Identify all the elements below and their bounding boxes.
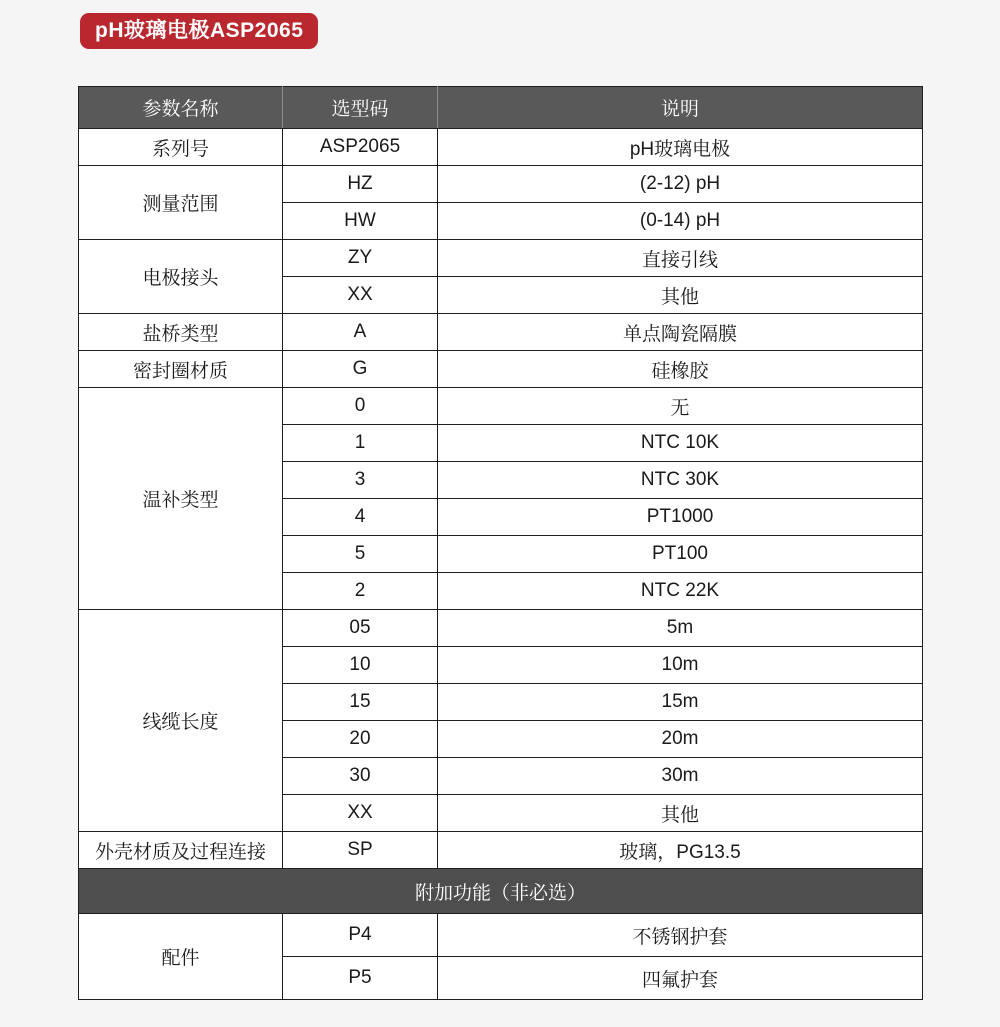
- selection-code-cell: ZY: [283, 240, 438, 277]
- description-cell: NTC 22K: [438, 573, 923, 610]
- parameter-name-cell: 温补类型: [79, 388, 283, 610]
- parameter-name-cell: 外壳材质及过程连接: [79, 832, 283, 869]
- table-body: [79, 129, 923, 1000]
- selection-code-cell: XX: [283, 277, 438, 314]
- column-header-parameter-name: 参数名称: [79, 87, 283, 129]
- description-cell: PT1000: [438, 499, 923, 536]
- parameter-name-cell: 测量范围: [79, 166, 283, 240]
- selection-code-cell: XX: [283, 795, 438, 832]
- section-divider-label: 附加功能（非必选）: [79, 869, 923, 914]
- table-row: [79, 314, 923, 351]
- table-row: [79, 388, 923, 425]
- section-divider-row: [79, 869, 923, 914]
- selection-code-table: [78, 86, 923, 1000]
- description-cell: NTC 10K: [438, 425, 923, 462]
- description-cell: 5m: [438, 610, 923, 647]
- selection-code-cell: P5: [283, 957, 438, 1000]
- description-cell: 硅橡胶: [438, 351, 923, 388]
- description-cell: 单点陶瓷隔膜: [438, 314, 923, 351]
- table-row: [79, 166, 923, 203]
- selection-code-cell: 1: [283, 425, 438, 462]
- description-cell: NTC 30K: [438, 462, 923, 499]
- selection-code-cell: ASP2065: [283, 129, 438, 166]
- selection-code-cell: 20: [283, 721, 438, 758]
- parameter-name-cell: 盐桥类型: [79, 314, 283, 351]
- description-cell: 30m: [438, 758, 923, 795]
- selection-code-cell: 4: [283, 499, 438, 536]
- description-cell: 四氟护套: [438, 957, 923, 1000]
- table-row: [79, 914, 923, 957]
- description-cell: 15m: [438, 684, 923, 721]
- table-row: [79, 240, 923, 277]
- description-cell: 玻璃，PG13.5: [438, 832, 923, 869]
- description-cell: 其他: [438, 277, 923, 314]
- selection-code-cell: HZ: [283, 166, 438, 203]
- table-header: [79, 87, 923, 129]
- description-cell: 其他: [438, 795, 923, 832]
- selection-code-cell: 5: [283, 536, 438, 573]
- selection-code-cell: P4: [283, 914, 438, 957]
- selection-code-cell: 3: [283, 462, 438, 499]
- description-cell: (0-14) pH: [438, 203, 923, 240]
- column-header-selection-code: 选型码: [283, 87, 438, 129]
- description-cell: 10m: [438, 647, 923, 684]
- selection-code-cell: G: [283, 351, 438, 388]
- selection-code-cell: HW: [283, 203, 438, 240]
- selection-code-cell: 05: [283, 610, 438, 647]
- table-row: [79, 832, 923, 869]
- table-row: [79, 129, 923, 166]
- description-cell: 直接引线: [438, 240, 923, 277]
- table-row: [79, 610, 923, 647]
- selection-code-cell: A: [283, 314, 438, 351]
- table-row: [79, 351, 923, 388]
- parameter-name-cell: 电极接头: [79, 240, 283, 314]
- parameter-name-cell: 配件: [79, 914, 283, 1000]
- selection-code-cell: 30: [283, 758, 438, 795]
- product-title-badge: pH玻璃电极ASP2065: [80, 13, 318, 49]
- description-cell: 20m: [438, 721, 923, 758]
- selection-code-cell: 15: [283, 684, 438, 721]
- description-cell: PT100: [438, 536, 923, 573]
- description-cell: (2-12) pH: [438, 166, 923, 203]
- parameter-name-cell: 系列号: [79, 129, 283, 166]
- description-cell: 无: [438, 388, 923, 425]
- selection-code-cell: 2: [283, 573, 438, 610]
- column-header-description: 说明: [438, 87, 923, 129]
- selection-code-cell: SP: [283, 832, 438, 869]
- selection-code-cell: 0: [283, 388, 438, 425]
- selection-code-cell: 10: [283, 647, 438, 684]
- description-cell: pH玻璃电极: [438, 129, 923, 166]
- description-cell: 不锈钢护套: [438, 914, 923, 957]
- parameter-name-cell: 线缆长度: [79, 610, 283, 832]
- parameter-name-cell: 密封圈材质: [79, 351, 283, 388]
